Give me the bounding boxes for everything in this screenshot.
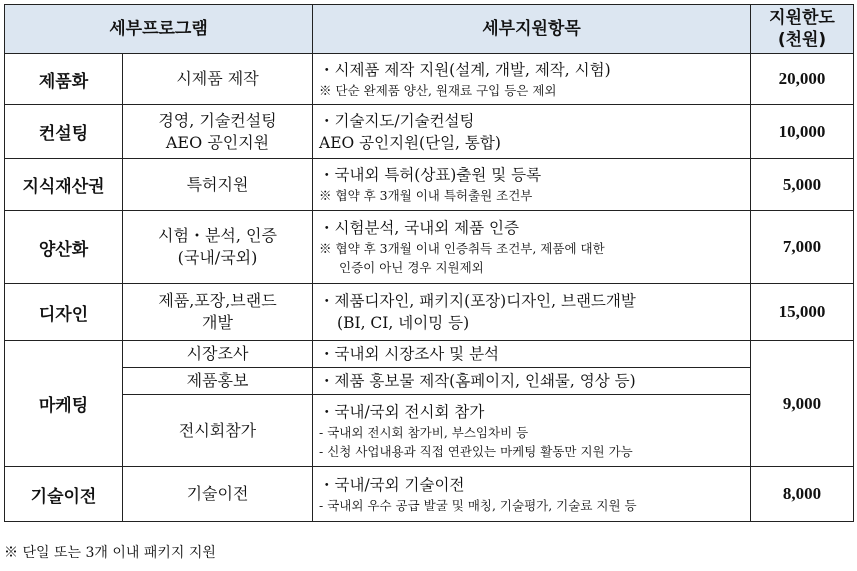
detail-line: ・국내외 시장조사 및 분석 [319, 345, 500, 363]
detail-line: ・국내/국외 기술이전 [319, 475, 465, 494]
program-cell: 전시회참가 [123, 395, 313, 467]
program-cell [123, 284, 313, 341]
header-row [5, 5, 854, 54]
table-row [5, 341, 854, 368]
program-line: AEO 공인지원 [165, 132, 270, 152]
detail-cell [313, 105, 751, 159]
detail-cell [313, 395, 751, 467]
limit-cell: 7,000 [751, 211, 854, 284]
detail-cell [313, 368, 751, 395]
detail-line: AEO 공인지원(단일, 통합) [319, 133, 501, 152]
detail-line: ・시험분석, 국내외 제품 인증 [319, 219, 519, 237]
detail-line: ・국내/국외 전시회 참가 [319, 402, 485, 421]
detail-line: (BI, CI, 네이밍 등) [337, 314, 470, 332]
detail-note: - 국내외 전시회 참가비, 부스임차비 등 [319, 424, 529, 440]
table-row [5, 467, 854, 522]
table-row [5, 284, 854, 341]
footnote: ※ 단일 또는 3개 이내 패키지 지원 [4, 545, 216, 561]
detail-line: ・국내외 특허(상표)출원 및 등록 [319, 166, 542, 184]
detail-line: ・기술지도/기술컨설팅 [319, 111, 475, 130]
program-cell [123, 211, 313, 284]
category-cell: 컨설팅 [5, 105, 123, 159]
program-line: 시험・분석, 인증 [158, 226, 277, 245]
program-cell: 제품홍보 [123, 368, 313, 395]
detail-cell [313, 284, 751, 341]
table-row [5, 211, 854, 284]
program-cell [123, 105, 313, 159]
detail-cell [313, 211, 751, 284]
limit-cell: 8,000 [751, 467, 854, 522]
category-cell: 디자인 [5, 284, 123, 341]
program-line: 개발 [202, 313, 233, 332]
detail-cell [313, 54, 751, 105]
limit-cell: 20,000 [751, 54, 854, 105]
detail-note: ※ 협약 후 3개월 이내 인증취득 조건부, 제품에 대한 [319, 241, 605, 256]
table-row [5, 105, 854, 159]
table-row [5, 395, 854, 467]
detail-cell [313, 341, 751, 368]
program-cell: 시장조사 [123, 341, 313, 368]
detail-note: ※ 단순 완제품 양산, 원재료 구입 등은 제외 [319, 82, 557, 98]
program-cell: 시제품 제작 [123, 54, 313, 105]
detail-note: - 신청 사업내용과 직접 연관있는 마케팅 활동만 지원 가능 [319, 443, 633, 459]
detail-cell [313, 467, 751, 522]
detail-line: ・제품 홍보물 제작(홈페이지, 인쇄물, 영상 등) [319, 372, 636, 390]
detail-line: ・제품디자인, 패키지(포장)디자인, 브랜드개발 [319, 292, 636, 310]
program-cell: 기술이전 [123, 467, 313, 522]
detail-note: ※ 협약 후 3개월 이내 특허출원 조건부 [319, 188, 533, 203]
program-cell: 특허지원 [123, 159, 313, 211]
detail-cell [313, 159, 751, 211]
detail-note: - 국내외 우수 공급 발굴 및 매칭, 기술평가, 기술료 지원 등 [319, 497, 637, 513]
limit-cell: 15,000 [751, 284, 854, 341]
table-row [5, 159, 854, 211]
header-limit [751, 5, 854, 54]
header-items: 세부지원항목 [313, 5, 751, 54]
header-limit-line1: 지원한도 [769, 8, 835, 28]
category-cell: 지식재산권 [5, 159, 123, 211]
category-cell: 기술이전 [5, 467, 123, 522]
program-line: 경영, 기술컨설팅 [158, 110, 277, 130]
limit-cell: 10,000 [751, 105, 854, 159]
limit-cell: 5,000 [751, 159, 854, 211]
category-cell: 마케팅 [5, 341, 123, 467]
category-cell: 제품화 [5, 54, 123, 105]
detail-note: 인증이 아닌 경우 지원제외 [339, 260, 484, 275]
program-line: (국내/국외) [177, 248, 258, 267]
category-cell: 양산화 [5, 211, 123, 284]
header-program: 세부프로그램 [5, 5, 313, 54]
limit-cell: 9,000 [751, 341, 854, 467]
support-table [4, 4, 854, 522]
header-limit-line2: (천원) [777, 30, 827, 50]
detail-line: ・시제품 제작 지원(설계, 개발, 제작, 시험) [319, 60, 611, 79]
table-row [5, 54, 854, 105]
table-row [5, 368, 854, 395]
program-line: 제품,포장,브랜드 [158, 291, 277, 310]
